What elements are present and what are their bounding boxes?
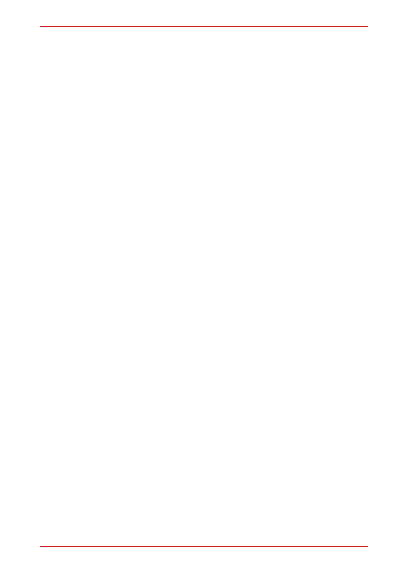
section-heading (38, 61, 370, 72)
section-heading (38, 47, 370, 58)
promo-banner (40, 10, 368, 24)
section-heading (38, 33, 370, 44)
document-body (38, 30, 370, 540)
top-rule (40, 26, 368, 27)
contact-footer (40, 550, 368, 566)
bottom-rule (40, 546, 368, 547)
